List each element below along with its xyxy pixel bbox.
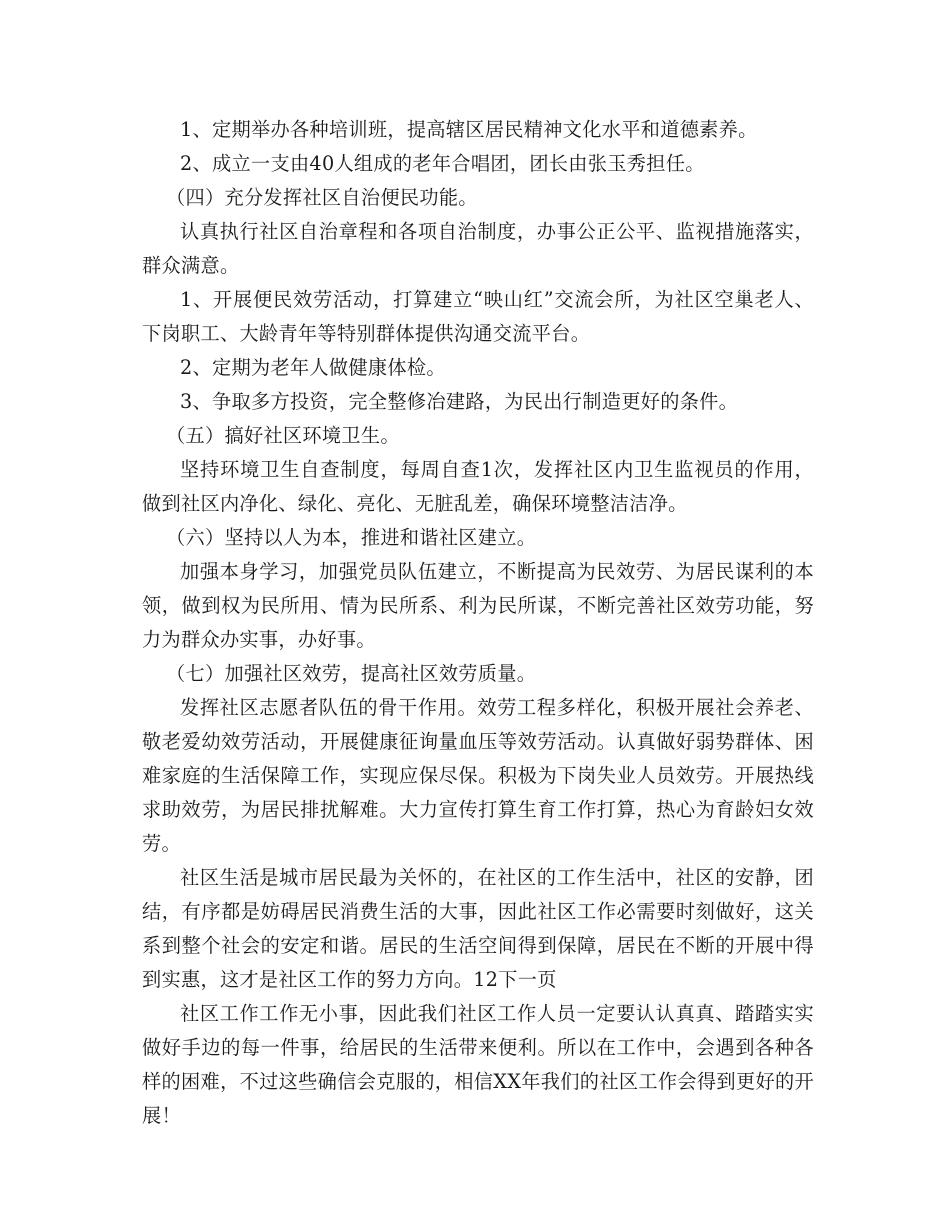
- paragraph-conclusion: 社区工作工作无小事，因此我们社区工作人员一定要认认真真、踏踏实实做好手边的每一件事，给居民的生活带来便利。所以在工作中，会遇到各种各样的困难，不过这些确信会克服的，相信XX年我们的社区工作会得到更好的开展！: [142, 1002, 814, 1127]
- paragraph-road-repair: 3、争取多方投资，完全整修冶建路，为民出行制造更好的条件。: [180, 390, 739, 413]
- document-body: [142, 113, 814, 1133]
- paragraph-choir: 2、成立一支由40人组成的老年合唱团，团长由张玉秀担任。: [180, 152, 705, 175]
- paragraph-self-study: 加强本身学习，加强党员队伍建立，不断提高为民效劳、为居民谋利的本领，做到权为民所用、情为民所系、利为民所谋，不断完善社区效劳功能，努力为群众办实事，办好事。: [142, 560, 814, 651]
- paragraph-training: 1、定期举办各种培训班，提高辖区居民精神文化水平和道德素养。: [180, 118, 758, 141]
- section-heading-6: （六）坚持以人为本，推进和谐社区建立。: [166, 526, 537, 549]
- paragraph-volunteers: 发挥社区志愿者队伍的骨干作用。效劳工程多样化，积极开展社会养老、敬老爱幼效劳活动，开展健康征询量血压等效劳活动。认真做好弱势群体、困难家庭的生活保障工作，实现应保尽保。积极为下岗失业人员效劳。开展热线求助效劳，为居民排扰解难。大力宣传打算生育工作打算，热心为育龄妇女效劳。: [142, 696, 814, 855]
- paragraph-service-activity: 1、开展便民效劳活动，打算建立“映山红”交流会所，为社区空巢老人、下岗职工、大龄青年等特别群体提供沟通交流平台。: [142, 288, 814, 345]
- paragraph-autonomy: 认真执行社区自治章程和各项自治制度，办事公正公平、监视措施落实，群众满意。: [142, 220, 814, 277]
- section-heading-4: （四）充分发挥社区自治便民功能。: [166, 186, 478, 209]
- section-heading-5: （五）搞好社区环境卫生。: [166, 424, 400, 447]
- paragraph-community-life: 社区生活是城市居民最为关怀的，在社区的工作生活中，社区的安静，团结，有序都是妨碍居民消费生活的大事，因此社区工作必需要时刻做好，这关系到整个社会的安定和谐。居民的生活空间得到保障，居民在不断的开展中得到实惠，这才是社区工作的努力方向。12下一页: [142, 866, 814, 991]
- paragraph-health-check: 2、定期为老年人做健康体检。: [180, 356, 446, 379]
- section-heading-7: （七）加强社区效劳，提高社区效劳质量。: [166, 662, 537, 685]
- paragraph-hygiene: 坚持环境卫生自查制度，每周自查1次，发挥社区内卫生监视员的作用，做到社区内净化、绿化、亮化、无脏乱差，确保环境整洁洁净。: [142, 458, 814, 515]
